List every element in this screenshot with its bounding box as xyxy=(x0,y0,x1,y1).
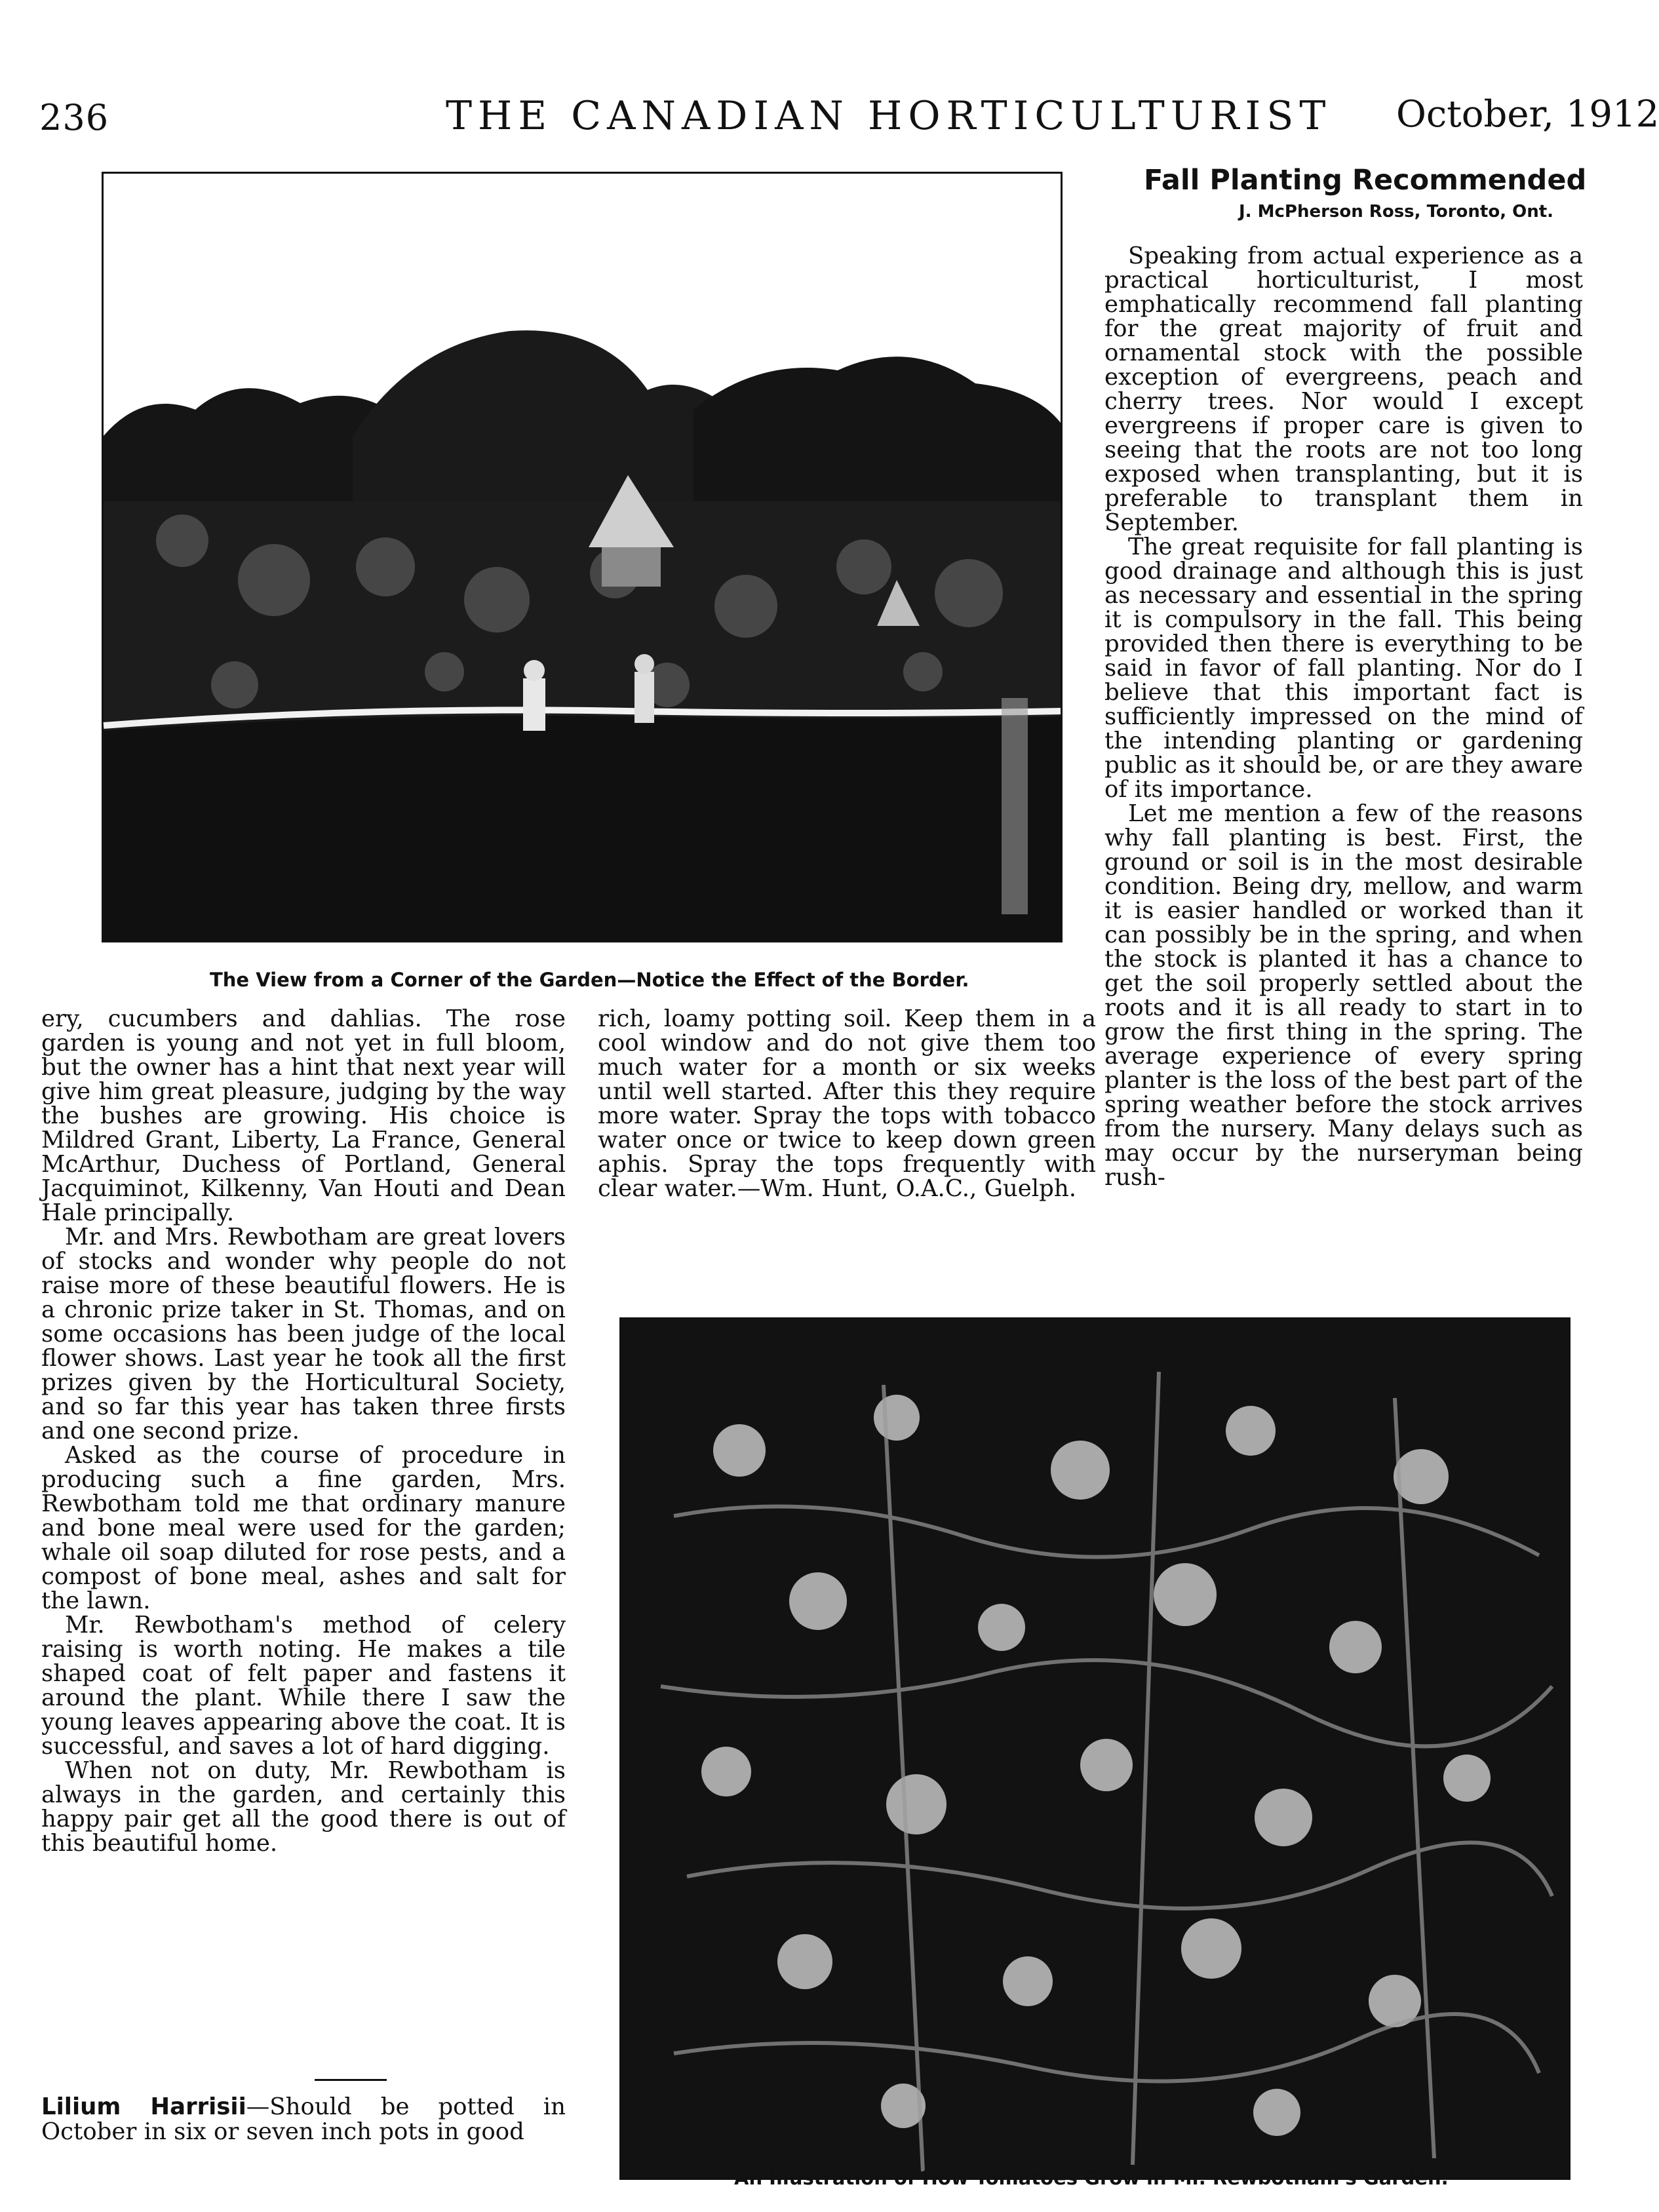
paragraph: Mr. Rewbotham's method of celery raising is worth noting. He makes a tile shaped coat of felt paper and fastens it around the plant. While there I saw the young leaves appearing above the coat. It is successful, and saves a lot of hard digging. xyxy=(41,1612,566,1760)
fall-planting-article xyxy=(1104,244,1583,1190)
lilium-lead: Lilium Harrisii xyxy=(41,2093,246,2120)
paragraph: Asked as the course of procedure in producing such a fine garden, Mrs. Rewbotham told me that ordinary manure and bone meal were used for the garden; whale oil soap diluted for rose pests, and a compost of bone meal, ashes and salt for the lawn. xyxy=(41,1442,566,1614)
lilium-note xyxy=(41,2095,566,2144)
tomatoes-photo xyxy=(619,1317,1571,2180)
paragraph: Mr. and Mrs. Rewbotham are great lovers of stocks and wonder why people do not raise more of these beautiful flowers. He is a chronic prize taker in St. Thomas, and on some occasions has been judge of the local flower shows. Last year he took all the first prizes given by the Horticultural Society, and so far this year has taken three firsts and one second prize. xyxy=(41,1224,566,1445)
lilium-text: —Should be potted in October in six or seven inch pots in good xyxy=(41,2093,566,2145)
column-a xyxy=(41,1007,566,1855)
article-byline: J. McPherson Ross, Toronto, Ont. xyxy=(1239,202,1554,222)
paragraph: The great requisite for fall planting is good drainage and although this is just as necessary and essential in the spring it is compulsory in the fall. This being provided then there is everything to be said in favor of fall planting. Nor do I believe that this important fact is sufficiently impressed on the mind of the intending planting or gardening public as it should be, or are they aware of its importance. xyxy=(1104,534,1583,803)
paragraph: Speaking from actual experience as a practical horticulturist, I most emphatically recommend fall planting for the great majority of fruit and ornamental stock with the possible exception of evergreens, peach and cherry trees. Nor would I except evergreens if proper care is given to seeing that the roots are not too long exposed when transplanting, but it is preferable to transplant them in September. xyxy=(1104,243,1583,536)
tomatoes-caption: An Illustration of How Tomatoes Grow in Mr. Rewbotham's Garden. xyxy=(734,2167,1449,2189)
column-b xyxy=(598,1007,1096,1201)
garden-view-photo xyxy=(102,172,1063,942)
paragraph: rich, loamy potting soil. Keep them in a cool window and do not give them too much water for a month or six weeks until well started. After this they require more water. Spray the tops with tobacco water once or twice to keep down green aphis. Spray the tops frequently with clear water.—Wm. Hunt, O.A.C., Guelph. xyxy=(598,1005,1096,1202)
article-title: Fall Planting Recommended xyxy=(1144,164,1587,197)
paragraph: Let me mention a few of the reasons why fall planting is best. First, the ground or soil is in the most desirable condition. Being dry, mellow, and warm it is easier handled or worked than it can possibly be in the spring, and when the stock is planted it has a chance to get the soil properly settled about the roots and it is all ready to start in to grow the first thing in the spring. The average experience of every spring planter is the loss of the best part of the spring weather before the stock arrives from the nursery. Many delays such as may occur by the nurseryman being rush- xyxy=(1104,800,1583,1191)
section-divider xyxy=(315,2079,387,2081)
paragraph: ery, cucumbers and dahlias. The rose garden is young and not yet in full bloom, but the owner has a hint that next year will give him great pleasure, judging by the way the bushes are growing. His choice is Mildred Grant, Liberty, La France, General McArthur, Duchess of Portland, General Jacquiminot, Kilkenny, Van Houti and Dean Hale principally. xyxy=(41,1005,566,1226)
paragraph: When not on duty, Mr. Rewbotham is always in the garden, and certainly this happy pair get all the good there is out of this beautiful home. xyxy=(41,1757,566,1857)
issue-date: October, 1912 xyxy=(1396,93,1659,136)
garden-view-caption: The View from a Corner of the Garden—Notice the Effect of the Border. xyxy=(210,969,969,991)
magazine-title: THE CANADIAN HORTICULTURIST xyxy=(446,93,1332,139)
page-number: 236 xyxy=(39,97,109,138)
